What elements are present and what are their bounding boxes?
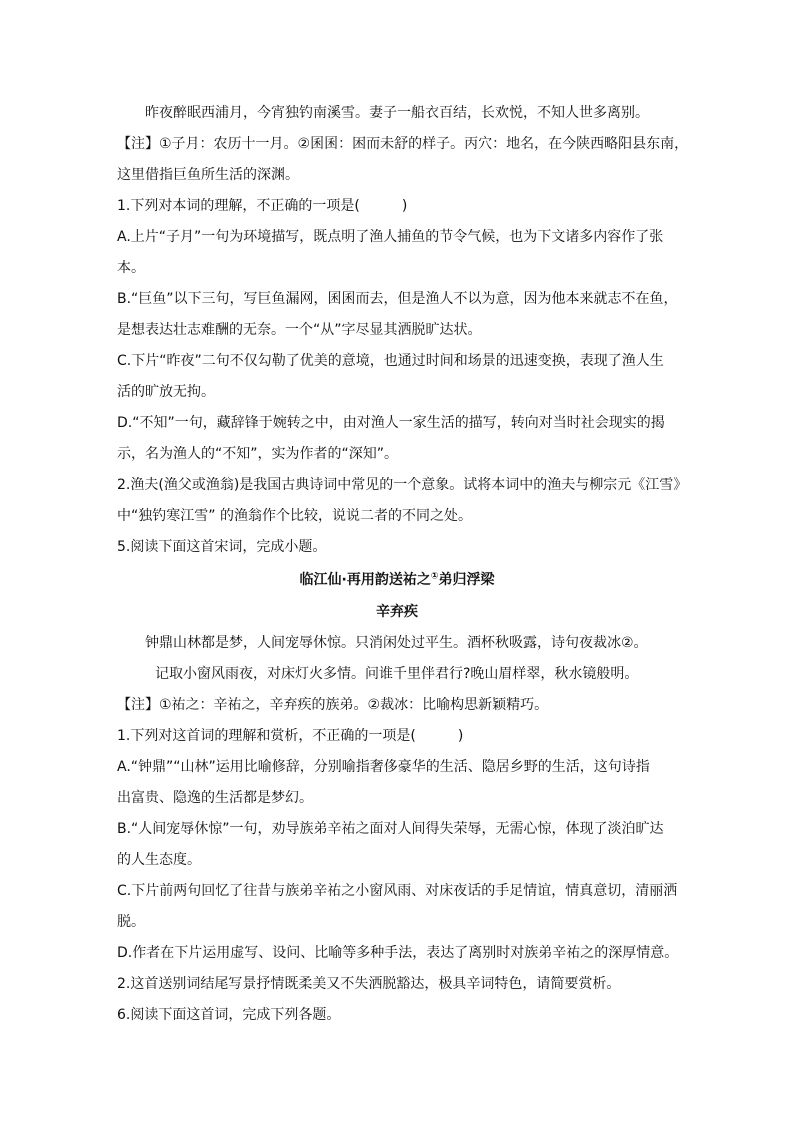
option: 本。 (117, 260, 145, 276)
option: 是想表达壮志难酬的无奈。一个“从”字尽显其洒脱旷达状。 (117, 322, 482, 338)
question: 2.渔夫(渔父或渔翁)是我国古典诗词中常见的一个意象。试将本词中的渔夫与柳宗元《江雪》 (117, 477, 688, 493)
option: D.“不知”一句，藏辞锋于婉转之中，由对渔人一家生活的描写，转向对当时社会现实的揭 (117, 415, 665, 431)
poem-title: 临江仙·再用韵送祐之①弟归浮梁 (299, 571, 495, 588)
question: 2.这首送别词结尾写景抒情既柔美又不失洒脱豁达，极具辛词特色，请简要赏析。 (117, 976, 621, 992)
poem-line: 记取小窗风雨夜，对床灯火多情。问谁千里伴君行?晚山眉样翠，秋水镜般明。 (155, 666, 639, 682)
question: 1.下列对这首词的理解和赏析，不正确的一项是( ) (117, 728, 464, 744)
option: C.下片前两句回忆了往昔与族弟辛祐之小窗风雨、对床夜话的手足情谊，情真意切，清丽洒 (117, 883, 678, 899)
annotation: 【注】①祐之：辛祐之，辛弃疾的族弟。②裁冰：比喻构思新颖精巧。 (117, 697, 549, 713)
question: 中“独钓寒江雪” 的渔翁作个比较，说说二者的不同之处。 (117, 508, 472, 524)
option: 的人生态度。 (117, 852, 201, 868)
annotation: 【注】①子月：农历十一月。②囷囷：困而未舒的样子。丙穴：地名，在今陕西略阳县东南， (117, 136, 689, 152)
annotation: 这里借指巨鱼所生活的深渊。 (117, 167, 299, 183)
option: C.下片“昨夜”二句不仅勾勒了优美的意境，也通过时间和场景的迅速变换，表现了渔人生 (117, 353, 664, 369)
option: 脱。 (117, 914, 145, 930)
option: A.上片“子月”一句为环境描写，既点明了渔人捕鱼的节令气候，也为下文诸多内容作了张 (117, 229, 664, 245)
option: 示，名为渔人的“不知”，实为作者的“深知”。 (117, 446, 399, 462)
option: 出富贵、隐逸的生活都是梦幻。 (117, 790, 313, 806)
option: A.“钟鼎”“山林”运用比喻修辞，分别喻指奢侈豪华的生活、隐居乡野的生活，这句诗指 (117, 759, 650, 775)
section-heading: 6.阅读下面这首词，完成下列各题。 (117, 1007, 341, 1023)
question: 1.下列对本词的理解，不正确的一项是( ) (117, 198, 408, 214)
option: D.作者在下片运用虚写、设问、比喻等多种手法，表达了离别时对族弟辛祐之的深厚情意。 (117, 945, 679, 961)
option: B.“人间宠辱休惊”一句，劝导族弟辛祐之面对人间得失荣辱，无需心惊，体现了淡泊旷达 (117, 821, 664, 837)
option: 活的旷放无拘。 (117, 384, 215, 400)
poem-author: 辛弃疾 (376, 604, 418, 620)
poem-line: 钟鼎山林都是梦，人间宠辱休惊。只消闲处过平生。酒杯秋吸露，诗句夜裁冰②。 (145, 635, 648, 651)
section-heading: 5.阅读下面这首宋词，完成小题。 (117, 539, 327, 555)
option: B.“巨鱼”以下三句，写巨鱼漏网，囷囷而去，但是渔人不以为意，因为他本来就志不在鱼， (117, 291, 678, 307)
poem-line: 昨夜醉眠西浦月，今宵独钓南溪雪。妻子一船衣百结，长欢悦，不知人世多离别。 (145, 105, 649, 121)
